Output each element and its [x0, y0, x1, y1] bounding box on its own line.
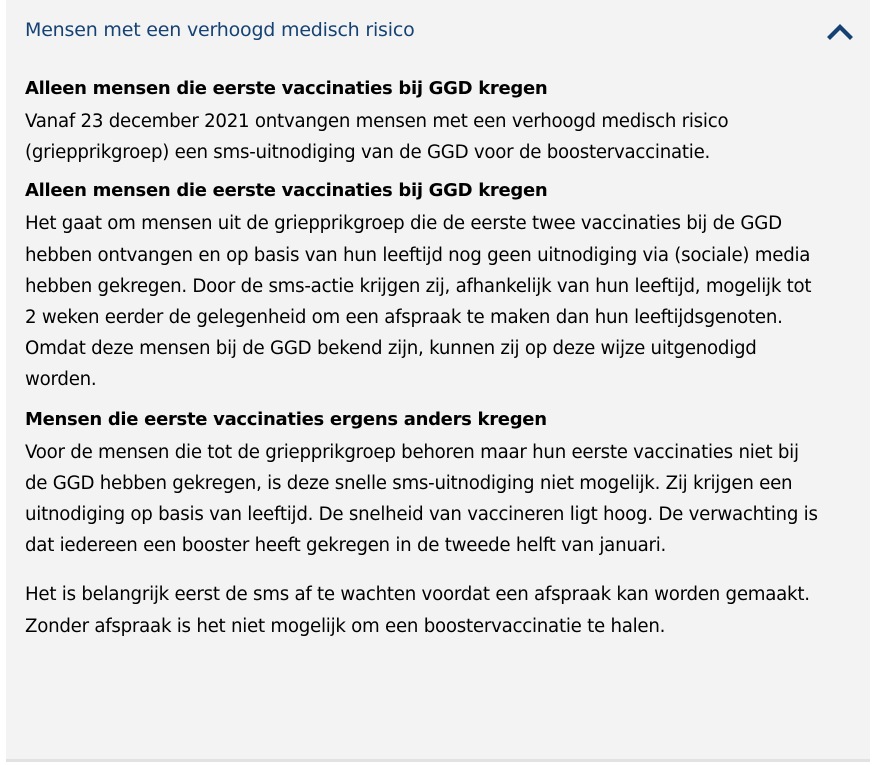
chevron-up-icon[interactable] — [826, 22, 854, 42]
section-text-ggd: Vanaf 23 december 2021 ontvangen mensen met een verhoogd medisch risico (griepprikgroep) een sms-uitnodiging van de GGD voor de boostervaccinatie. — [25, 111, 729, 164]
section-title-elsewhere: Mensen die eerste vaccinaties ergens anders kregen — [25, 408, 547, 430]
accordion-header[interactable] — [6, 0, 870, 64]
section-text-ggd-details: Het gaat om mensen uit de griepprikgroep die de eerste twee vaccinaties bij de GGD hebben ontvangen en op basis van hun leeftijd nog geen uitnodiging via (sociale) media hebben gekregen. Door de sms-actie krijgen zij, afhankelijk van hun leeftijd, mogelijk tot 2 weken eerder de gelegenheid om een afspraak te maken dan hun leeftijdsgenoten. Omdat deze mensen bij de GGD bekend zijn, kunnen zij op deze wijze uitgenodigd worden. — [25, 213, 812, 391]
accordion-title[interactable]: Mensen met een verhoogd medisch risico — [25, 19, 415, 41]
section-text-elsewhere: Voor de mensen die tot de griepprikgroep behoren maar hun eerste vaccinaties niet bij de GGD hebben gekregen, is deze snelle sms-uitnodiging niet mogelijk. Zij krijgen een uitnodiging op basis van leeftijd. De snelheid van vaccineren ligt hoog. De verwachting is dat iedereen een booster heeft gekregen in de tweede helft van januari. — [25, 441, 818, 557]
closing-paragraph: Het is belangrijk eerst de sms af te wachten voordat een afspraak kan worden gemaakt. Zonder afspraak is het niet mogelijk om een boostervaccinatie te halen. — [25, 584, 810, 637]
section-title-ggd: Alleen mensen die eerste vaccinaties bij GGD kregen — [25, 78, 548, 99]
accordion-content — [25, 75, 825, 642]
section-title-ggd-details: Alleen mensen die eerste vaccinaties bij GGD kregen — [25, 180, 548, 202]
accordion-panel — [6, 0, 870, 762]
